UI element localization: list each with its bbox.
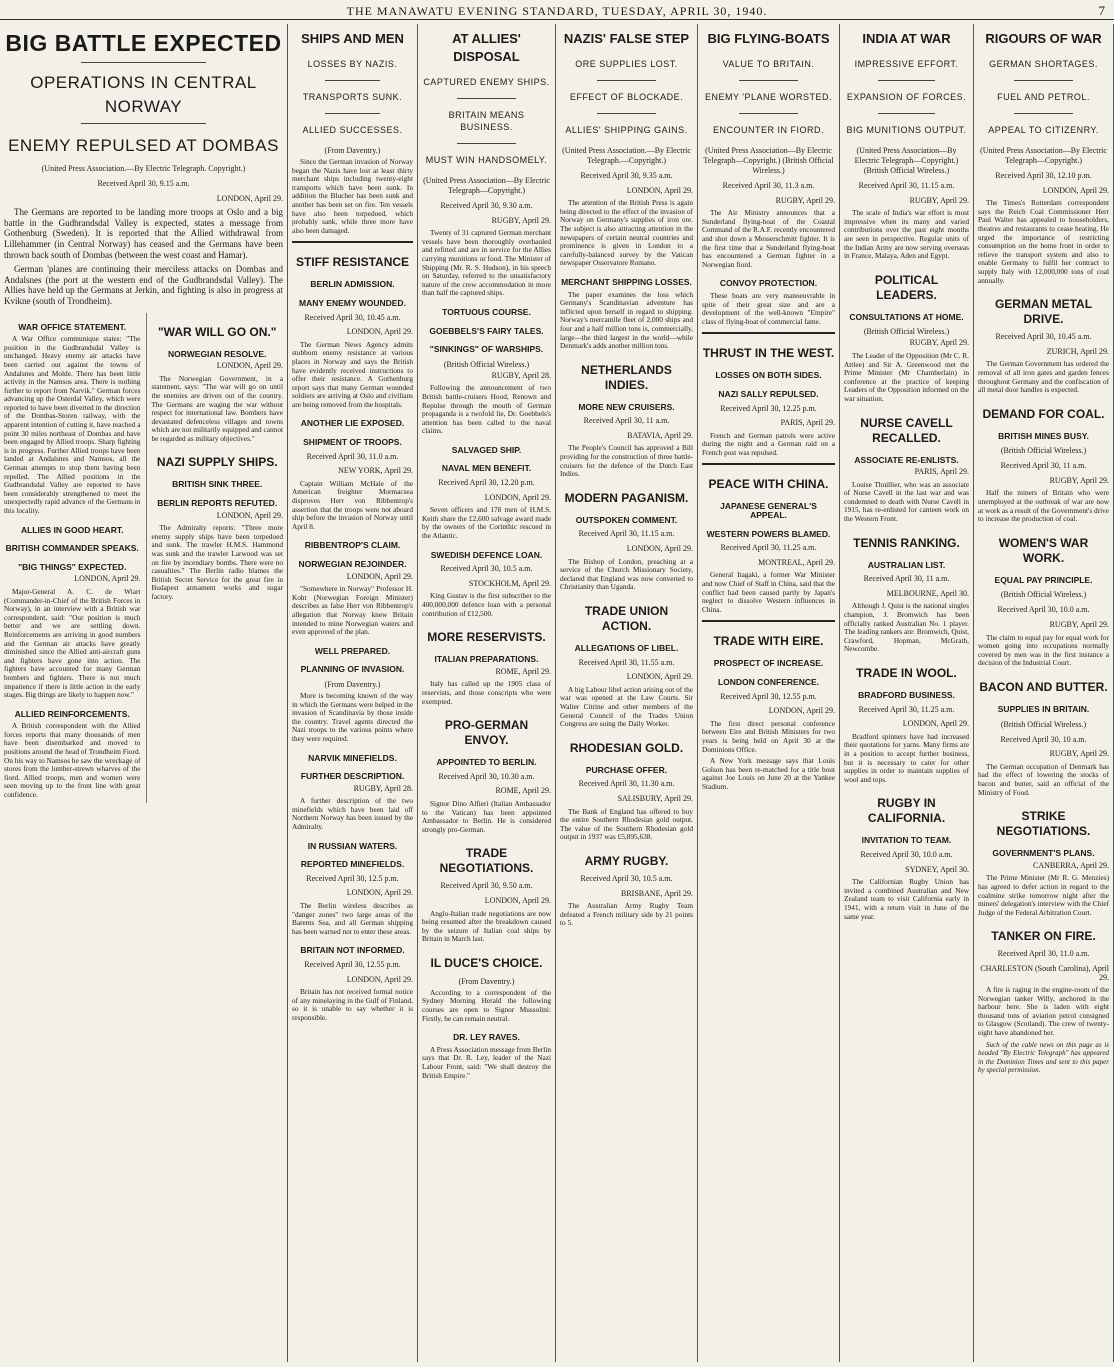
column-big-flying-boats: [698, 24, 840, 1362]
subhead: ITALIAN PREPARATIONS.: [434, 654, 539, 665]
deck: FUEL AND PETROL.: [997, 92, 1090, 102]
article-text: According to a correspondent of the Sydney Morning Herald the following courses are open to Signor Mussolini: Firstly, he can remain neutral.: [422, 987, 551, 1023]
divider: [325, 80, 379, 81]
subhead: SUPPLIES IN BRITAIN.: [997, 704, 1090, 714]
subhead: DR. LEY RAVES.: [453, 1032, 520, 1043]
received-line: Received April 30, 12.55 p.m.: [304, 960, 401, 969]
subhead: LONDON CONFERENCE.: [717, 677, 820, 687]
article-text: Seven officers and 178 men of H.M.S. Keith share the £2,600 salvage award made by the owners of the Corinthic rescued in the Atlantic.: [422, 505, 551, 541]
article-text: Major-General A. C. de Wiart (Commander-in-Chief of the British Forces in Norway), in an interview with a British war correspondent, said: "Our position is much better and we are settling down. Reinforcements are arriving in good numbers and the German air attacks have greatly diminished since the Allied anti-aircraft guns and fighters have gone into action. The fighters have accounted for many German bombers and fighters. There is not much impatience if there is little action in the early stages. Big things are likely to happen now.": [4, 586, 141, 700]
subhead: TENNIS RANKING.: [853, 535, 960, 550]
subhead: NORWEGIAN REJOINDER.: [298, 559, 407, 569]
article-text: The paper examines the loss which Germany's Scandinavian adventure has inflicted upon herself in regard to shipping. Norway's mercantile fleet of 2,000 ships and four and a half million tons is, commercially, large—the third largest in the world—while Denmark's adds another million tons.: [560, 289, 693, 351]
article-text: "Somewhere in Norway" Professor H. Koht (Norwegian Foreign Minister) describes as false Herr von Ribbentrop's allegation that Norway knew Britain intended to mine Norwegian waters and even approved of the plan.: [292, 584, 413, 637]
dateline: RUGBY, April 29.: [775, 195, 835, 205]
credit-line: (United Press Association—By Electric Telegraph—Copyright.): [980, 146, 1107, 165]
received-line: Received April 30, 9.15 a.m.: [97, 179, 190, 188]
deck: ORE SUPPLIES LOST.: [575, 59, 678, 69]
article-text: The Times's Rotterdam correspondent says the Reich Coal Commissioner Herr Paul Walter has appealed to householders, theatres and restaurants to cease heating. He urged the importance of restricting consumption on the home front in order to relieve the transport system and also to enable Germany to fulfil her contract to supply Italy with 12,000,000 tons of coal annually.: [978, 198, 1109, 285]
subhead: OUTSPOKEN COMMENT.: [575, 514, 678, 525]
dateline: CHARLESTON (South Carolina), April 29.: [980, 963, 1109, 982]
subhead: MORE RESERVISTS.: [427, 630, 546, 645]
subhead: DEMAND FOR COAL.: [982, 406, 1105, 421]
dateline: ZURICH, April 29.: [1046, 346, 1109, 356]
dateline: CANBERRA, April 29.: [1032, 860, 1109, 870]
article-text: A further description of the two minefields which have been laid off Northern Norway has been issued by the Admiralty.: [292, 796, 413, 832]
subhead: MORE NEW CRUISERS.: [578, 401, 675, 412]
received-line: Received April 30, 11 a.m.: [1000, 461, 1087, 471]
article-text: Louise Thuillier, who was an associate of Nurse Cavell in the last war and was condemned to death with Nurse Cavell in 1915, has re-enlisted for canteen work on the Western Front.: [844, 479, 969, 524]
dateline: MONTREAL, April 29.: [758, 557, 835, 567]
divider: [325, 113, 379, 114]
credit-line: (United Press Association.—By Electric Telegraph. Copyright.): [41, 164, 246, 173]
credit-line: (United Press Association—By Electric Telegraph—Copyright.): [423, 176, 550, 195]
deck: ALLIES' SHIPPING GAINS.: [565, 125, 688, 135]
dateline: BRISBANE, April 29.: [620, 888, 693, 898]
column-india-at-war: [840, 24, 974, 1362]
subhead: NAZI SUPPLY SHIPS.: [156, 455, 278, 470]
subhead: STRIKE NEGOTIATIONS.: [996, 809, 1091, 839]
article-text: A Press Association message from Berlin says that Dr. R. Ley, leader of the Nazi Labour Front, said: "We shall destroy the British Empire.": [422, 1044, 551, 1080]
subhead: CONSULTATIONS AT HOME.: [849, 311, 964, 322]
subhead: ALLEGATIONS OF LIBEL.: [574, 643, 679, 653]
subhead: THRUST IN THE WEST.: [702, 346, 835, 361]
received-line: Received April 30, 11.0 a.m.: [306, 451, 399, 461]
received-line: Received April 30, 11.3 a.m.: [722, 181, 815, 190]
deck-enemy-repulsed: ENEMY REPULSED AT DOMBAS: [8, 136, 279, 155]
article-text: The Californian Rugby Union has invited a combined Australian and New Zealand team to visit California early in 1941, with a return visit in June of the same year.: [844, 877, 969, 921]
article-text: Twenty of 31 captured German merchant vessels have been thoroughly overhauled and refitted and are in service for the Allies carrying munitions or food. The Minister of Shipping (Mr. R. S. Hudson), in his speech on Saturday, referred to the unsatisfactory nature of the crew accommodation in more than half the captured ships.: [422, 228, 551, 298]
divider: [457, 98, 515, 99]
divider: [702, 620, 835, 622]
divider: [457, 143, 515, 144]
received-line: Received April 30, 11.25 a.m.: [720, 543, 817, 553]
dateline: LONDON, April 29.: [902, 719, 969, 729]
received-line: Received April 30, 10 a.m.: [1000, 734, 1087, 744]
divider: [702, 463, 835, 465]
article-text: The Bishop of London, preaching at a service of the Church Missionary Society, declared that England was now converted to Christianity than Uganda.: [560, 556, 693, 592]
dateline: LONDON, April 29.: [626, 185, 693, 195]
headline-india-at-war: INDIA AT WAR: [862, 31, 951, 46]
subhead: STIFF RESISTANCE: [295, 255, 410, 270]
subhead: JAPANESE GENERAL'S APPEAL.: [720, 501, 817, 521]
dateline: ROME, April 29.: [495, 786, 551, 796]
article-text: The People's Council has approved a Bill providing for the construction of three battle-cruisers for the defence of the Dutch East Indies.: [560, 443, 693, 479]
article-text: The scale of India's war effort is most impressive when its many and varied contributions over the past eight months are seen in perspective. Regular units of the Indian Army are now serving overseas in France, Malaya, Aden and Egypt.: [844, 208, 969, 261]
article-text: Italy has called up the 1905 class of reservists, and those conscripts who were exempted.: [422, 679, 551, 706]
received-line: Received April 30, 11 a.m.: [583, 416, 670, 426]
subhead: PURCHASE OFFER.: [585, 764, 668, 775]
article-text: The German News Agency admits stubborn enemy resistance at various places in Norway and says the British have evidently received instructions to offer their resistance. A Gothenburg report says that many German wounded soldiers are arriving at Oslo and civilians are being removed from the hospitals.: [292, 339, 413, 409]
deck: MUST WIN HANDSOMELY.: [425, 155, 548, 165]
subhead: NORWEGIAN RESOLVE.: [168, 348, 267, 359]
article-text: The German Government has ordered the removal of all iron gates and garden fences throughout Germany and the confiscation of all metal door handles is expected.: [978, 359, 1109, 395]
dateline: LONDON, April 29.: [346, 571, 413, 581]
article-text: The German occupation of Denmark has had the effect of lowering the stocks of bacon and butter, said an official of the Ministry of Food.: [978, 761, 1109, 797]
received-line: Received April 30, 9.50 a.m.: [440, 881, 533, 891]
received-line: Received April 30, 11.0 a.m.: [997, 949, 1090, 959]
article-text: Although J. Quist is the national singles champion, J. Bromwich has been officially ranked Australian No. 1 player. The leading rankers are: Bromwich, Quist, Crawford, Hopman, McGrath, Newcombe.: [844, 601, 969, 654]
article-text: Britain has not received formal notice of any minelaying in the Gulf of Finland, so it is unable to say whether it is responsible.: [292, 987, 413, 1022]
received-line: Received April 30, 12.20 p.m.: [438, 478, 535, 488]
subhead: ARMY RUGBY.: [584, 853, 669, 868]
dateline: PARIS, April 29.: [780, 418, 835, 428]
subhead: TRADE IN WOOL.: [856, 666, 957, 680]
subhead: ALLIED REINFORCEMENTS.: [14, 708, 130, 719]
received-line: Received April 30, 10.5 a.m.: [580, 873, 673, 883]
credit-line: (United Press Association.—By Electric Telegraph.—Copyright.): [562, 146, 691, 165]
article-text: More is becoming known of the way in which the Germans were helped in the invasion of Scandinavia by those inside the country. Travel agents directed the Nazi troops to the various points where they were required.: [292, 690, 413, 743]
headline-ships-and-men: SHIPS AND MEN: [301, 31, 404, 46]
deck: GERMAN SHORTAGES.: [989, 59, 1098, 69]
dateline: RUGBY, April 29.: [909, 338, 969, 348]
received-line: Received April 30, 10.0 a.m.: [860, 849, 953, 859]
received-line: Received April 30, 12.5 p.m.: [306, 873, 399, 883]
article-text: The Australian Army Rugby Team defeated a French military side by 21 points to 5.: [560, 901, 693, 928]
subhead: SALVAGED SHIP.: [451, 444, 522, 455]
received-line: Received April 30, 11.55 a.m.: [578, 657, 675, 667]
subhead: TORTUOUS COURSE.: [442, 306, 531, 317]
divider: [1014, 80, 1073, 81]
article-text: A War Office communique states: "The position in the Gudbrandsdal Valley is unchanged. Heavy enemy air attacks have been carried out against the towns of Andalsnes and Molde. There has been little activity in the Namsos area. There is nothing further to report from Narvik." German forces advancing up the Osterdal Valley, which were reported to have been diverted in the direction of the Dombas-Storen railway, with the apparent intention of cutting it, have reached a point 30 miles northeast of Dombas and have been engaged by Allied troops. Sharp fighting is in progress. Further Allied troops have been landed at Andalsnes and Namsos, all the German attempts to stop them having been repelled. The Allied positions in the Gudbrandsdal Valley are reported to have been considerably strengthened to meet the unexpectedly rapid advance of the Germans in this locality.: [4, 334, 141, 515]
credit-line: (British Official Wireless.): [863, 327, 950, 337]
subhead: BERLIN REPORTS REFUTED.: [157, 498, 278, 509]
subhead: RHODESIAN GOLD.: [569, 740, 684, 755]
received-line: Received April 30, 10.45 a.m.: [304, 312, 401, 322]
masthead: [0, 0, 1114, 20]
deck: BIG MUNITIONS OUTPUT.: [846, 125, 967, 135]
credit-line: (British Official Wireless.): [1000, 446, 1087, 456]
subhead: "WAR WILL GO ON.": [157, 324, 277, 339]
article-text: The claim to equal pay for equal work for women going into occupations normally covered by men was in the first instance a decision of the Industrial Court.: [978, 632, 1109, 668]
dateline: ROME, April 29.: [495, 666, 551, 676]
dateline: SYDNEY, April 30.: [905, 864, 969, 874]
article-text: Captain William McHale of the American freighter Mormacsea disproves Herr von Ribbentrop's assertion that the troops were not aboard ship before the invasion of Norway until April 8.: [292, 478, 413, 531]
received-line: Received April 30, 11 a.m.: [863, 574, 950, 584]
credit-line: (United Press Association—By Electric Telegraph—Copyright.) (British Official Wireless.): [854, 146, 959, 175]
subhead: INVITATION TO TEAM.: [861, 835, 952, 846]
subhead: BRITISH COMMANDER SPEAKS.: [5, 543, 139, 554]
received-line: Received April 30, 11.15 a.m.: [858, 181, 955, 190]
article-text: General Itagaki, a former War Minister and now Chief of Staff in China, said that the conflict had been caused partly by Japan's neglect to dissolve Western influences in China.: [702, 570, 835, 614]
received-line: Received April 30, 11.15 a.m.: [578, 529, 675, 539]
subhead: TRADE WITH EIRE.: [713, 634, 824, 649]
subhead: BERLIN ADMISSION.: [310, 279, 395, 290]
subhead: BRADFORD BUSINESS.: [858, 690, 955, 700]
dateline: MELBOURNE, April 30.: [886, 588, 969, 598]
subhead: WAR OFFICE STATEMENT.: [18, 321, 127, 332]
dateline: RUGBY, April 28.: [353, 783, 413, 793]
dateline: NEW YORK, April 29.: [338, 466, 413, 476]
article-text: Bradford spinners have had increased their quotations for yarns. Many firms are in a position to accept further business, but it is necessary to cater for other supplies in order to maintain supplies of wool and tops.: [844, 731, 969, 784]
subhead: BRITISH MINES BUSY.: [998, 430, 1089, 441]
subhead: WESTERN POWERS BLAMED.: [706, 528, 831, 539]
dateline: RUGBY, April 29.: [909, 195, 969, 205]
dateline: LONDON, April 29.: [216, 361, 283, 371]
deck: TRANSPORTS SUNK.: [302, 92, 403, 102]
received-line: Received April 30, 9.30 a.m.: [440, 201, 533, 210]
dateline: PARIS, April 29.: [914, 467, 969, 477]
credit-line: (British Official Wireless.): [1000, 719, 1087, 729]
article-text: The attention of the British Press is again being directed to the effect of the invasion of Norway on Germany's supplies of iron ore. The subject is also attracting attention in the newspapers of certain neutral countries and prominence is given in London to a carefully-balanced survey by the Vatican newspaper Osservatore Romano.: [560, 198, 693, 268]
subhead: MANY ENEMY WOUNDED.: [299, 297, 406, 308]
subhead: IN RUSSIAN WATERS.: [307, 840, 398, 851]
dateline: RUGBY, April 29.: [491, 215, 551, 225]
divider: [739, 113, 799, 114]
subhead: LOSSES ON BOTH SIDES.: [715, 370, 822, 381]
subhead: SWEDISH DEFENCE LOAN.: [430, 549, 543, 560]
credit-line: (From Daventry.): [324, 679, 381, 689]
deck: BRITAIN MEANS BUSINESS.: [448, 110, 525, 132]
subhead: AUSTRALIAN LIST.: [867, 559, 946, 570]
column-ships-and-men: [288, 24, 418, 1362]
subhead: SHIPMENT OF TROOPS.: [303, 437, 402, 448]
article-text: The Bank of England has offered to buy the entire Southern Rhodesian gold output. The value of the Southern Rhodesian gold output in 1937 was £5,895,638.: [560, 806, 693, 842]
subhead: TRADE NEGOTIATIONS.: [439, 846, 534, 876]
deck: CAPTURED ENEMY SHIPS.: [423, 77, 550, 87]
dateline: LONDON, April 29.: [216, 193, 283, 203]
deck: EXPANSION OF FORCES.: [846, 92, 967, 102]
subhead: WOMEN'S WAR WORK.: [998, 535, 1089, 565]
subhead: WELL PREPARED.: [314, 645, 391, 656]
divider: [878, 80, 934, 81]
subhead: PROSPECT OF INCREASE.: [713, 658, 824, 669]
subhead: PEACE WITH CHINA.: [708, 477, 829, 492]
received-line: Received April 30, 11.25 a.m.: [858, 704, 955, 714]
divider: [739, 80, 799, 81]
lead-paragraph: German 'planes are continuing their merciless attacks on Dombas and Andalsnes (the port at the western end of the Gudbrandsdal Valley). The Allies have held up the Germans at Jerkin, and fighting is also in progress at Kvikne (south of Trondheim).: [4, 264, 283, 306]
subhead: TANKER ON FIRE.: [991, 929, 1096, 944]
subhead: ASSOCIATE RE-ENLISTS.: [854, 454, 959, 465]
article-text: Following the announcement of two British battle-cruisers Hood, Renown and Repulse through the mouth of German propaganda is a twofold lie, Dr. Goebbels's attention has been called to the naval claims.: [422, 383, 551, 436]
subhead: RUGBY IN CALIFORNIA.: [867, 796, 946, 826]
headline-rigours-of-war: RIGOURS OF WAR: [985, 31, 1102, 46]
subhead: NAVAL MEN BENEFIT.: [441, 463, 532, 474]
divider: [597, 113, 657, 114]
dateline: LONDON, April 29.: [484, 492, 551, 502]
subhead: FURTHER DESCRIPTION.: [300, 771, 405, 782]
article-text: The Prime Minister (Mr R. G. Menzies) has agreed to defer action in regard to the coalmine strike tomorrow night after the miners' delegation's interview with the Chief Judge of the Federal Arbitration Court.: [978, 873, 1109, 917]
dateline: LONDON, April 29.: [346, 974, 413, 984]
lead-paragraph: The Germans are reported to be landing more troops at Oslo and a big battle in the Gudbrandsdal Valley is expected, states a message from Gothenburg (Sweden). It is reported that the Allied withdrawal from Lillehammer (in Central Norway) has ceased and the Germans have been thrown back south of Dombas (between the west coast and Hamar).: [4, 207, 283, 260]
subhead: "BIG THINGS" EXPECTED.: [18, 561, 127, 572]
divider: [81, 62, 207, 63]
subhead: TRADE UNION ACTION.: [584, 604, 669, 633]
article-text: These boats are very manoeuvrable in spite of their great size and are a development of the well-known "Empire" class of flying-boat of commercial fame.: [702, 290, 835, 326]
dateline: LONDON, April 29.: [626, 672, 693, 682]
subhead: GOVERNMENT'S PLANS.: [992, 848, 1095, 859]
deck: ALLIED SUCCESSES.: [302, 125, 403, 135]
credit-line: (From Daventry.): [324, 146, 381, 155]
article-text: Half the miners of Britain who were unemployed at the outbreak of war are now at work as a result of the Government's drive to increase the production of coal.: [978, 488, 1109, 524]
credit-line: (United Press Association—By Electric Telegraph—Copyright.) (British Official Wireless.): [703, 146, 834, 175]
deck: ENCOUNTER IN FIORD.: [712, 125, 824, 135]
dateline: LONDON, April 29.: [346, 888, 413, 898]
credit-line: (From Daventry.): [458, 976, 515, 986]
credit-line: (British Official Wireless.): [1000, 590, 1087, 600]
received-line: Received April 30, 10.0 a.m.: [997, 605, 1090, 615]
subhead: NETHERLANDS INDIES.: [581, 362, 672, 392]
dateline: RUGBY, April 28.: [491, 370, 551, 380]
column-at-allies-disposal: [418, 24, 556, 1362]
subhead: BRITISH SINK THREE.: [172, 479, 263, 490]
credit-line: (British Official Wireless.): [443, 359, 530, 369]
page-number: 7: [1098, 3, 1106, 18]
deck: LOSSES BY NAZIS.: [307, 59, 398, 69]
deck: APPEAL TO CITIZENRY.: [988, 125, 1099, 135]
article-text: The Berlin wireless describes as "danger zones" two large areas of the Barents Sea, and all German shipping has been warned not to enter these areas.: [292, 901, 413, 936]
subhead: IL DUCE'S CHOICE.: [430, 955, 543, 970]
footer-note: Such of the cable news on this page as is headed "By Electric Telegraph" has appeared in the Dominion Times and sent to this paper by special permission.: [978, 1040, 1109, 1075]
deck: EFFECT OF BLOCKADE.: [569, 92, 684, 102]
dateline: LONDON, April 29.: [216, 510, 283, 520]
deck: VALUE TO BRITAIN.: [722, 59, 815, 69]
subhead: NARVIK MINEFIELDS.: [308, 752, 397, 763]
subhead: PRO-GERMAN ENVOY.: [444, 718, 529, 748]
received-line: Received April 30, 11.30 a.m.: [578, 779, 675, 789]
subhead: CONVOY PROTECTION.: [719, 278, 818, 289]
received-line: Received April 30, 12.55 p.m.: [720, 691, 817, 701]
subhead: NURSE CAVELL RECALLED.: [860, 415, 953, 445]
received-line: Received April 30, 9.35 a.m.: [580, 171, 673, 180]
dateline: RUGBY, April 29.: [1049, 620, 1109, 630]
subhead: BACON AND BUTTER.: [979, 680, 1108, 694]
article-text: Since the German invasion of Norway began the Nazis have lost at least thirty merchant ships including twenty-eight transports which have been sunk. In addition the Blucher has been sunk and another has been set on fire. Ten vessels have also been torpedoed, which probably sank, while three more have also been damaged.: [292, 157, 413, 235]
subhead: "SINKINGS" OF WARSHIPS.: [429, 344, 544, 355]
headline-at-allies-disposal: AT ALLIES' DISPOSAL: [452, 31, 521, 64]
subhead: ANOTHER LIE EXPOSED.: [300, 418, 405, 429]
dateline: LONDON, April 29.: [768, 706, 835, 716]
article-text: A fire is raging in the engine-room of the Norwegian tanker Willy, anchored in the harbour here. She is laden with eight thousand tons of aviation petrol consigned to Glasgow (Scotland). The crew of twenty-eight have abandoned her.: [978, 985, 1109, 1038]
subhead: PLANNING OF INVASION.: [300, 664, 405, 675]
divider: [878, 113, 934, 114]
divider: [81, 123, 207, 124]
deck-operations: OPERATIONS IN CENTRAL NORWAY: [30, 73, 257, 116]
article-text: A big Labour libel action arising out of the war was opened at the Law Courts. Sir Walter Citrine and other members of the General Council of the Trades Union Congress are suing the Daily Worker.: [560, 684, 693, 729]
article-text: A British correspondent with the Allied forces reports that many thousands of men have been disembarked and moved to positions around the head of Trondheim Fiord. On his way to Namsos he saw the wreckage of stores from the lumber-strewn wharves of the fiord. Allied troops, men and women were seen moving up to the front line with great confidence.: [4, 721, 141, 800]
subhead: ALLIES IN GOOD HEART.: [20, 524, 124, 535]
subhead: POLITICAL LEADERS.: [874, 272, 939, 302]
dateline: LONDON, April 29.: [346, 327, 413, 337]
dateline: LONDON, April 29.: [626, 544, 693, 554]
deck: IMPRESSIVE EFFORT.: [854, 59, 959, 69]
article-text: King Gustav is the first subscriber to the 400,000,000 defence loan with a personal contribution of £12,500.: [422, 591, 551, 618]
article-text: The Norwegian Government, in a statement, says: "The war will go on until the enemies are driven out of the country. The Germans are waging the war without respect for international law. Bombers have devastated defenceless villages and towns which are not militarily equipped and cannot be regarded as military objectives.": [151, 373, 283, 443]
dateline: LONDON, April 29.: [484, 895, 551, 905]
dateline: LONDON, April 29.: [74, 574, 141, 584]
headline-nazis-false-step: NAZIS' FALSE STEP: [563, 31, 690, 46]
dateline: LONDON, April 29.: [1042, 185, 1109, 195]
headline-big-flying-boats: BIG FLYING-BOATS: [707, 31, 830, 46]
column-big-battle: [0, 24, 288, 1362]
dateline: RUGBY, April 29.: [1049, 475, 1109, 485]
article-text: The Air Ministry announces that a Sunderland flying-boat of the Coastal Command of the R.A.F. recently encountered and shot down a Messerschmitt fighter. It is the first time that a Sunderland flying-boat has encountered a German fighter in a Norwegian fiord.: [702, 208, 835, 269]
subhead: REPORTED MINEFIELDS.: [300, 859, 405, 870]
subhead: MODERN PAGANISM.: [564, 490, 689, 505]
dateline: BATAVIA, April 29.: [627, 430, 693, 440]
subhead: MERCHANT SHIPPING LOSSES.: [561, 276, 692, 287]
subhead: EQUAL PAY PRINCIPLE.: [994, 574, 1093, 585]
subhead: NAZI SALLY REPULSED.: [718, 388, 819, 399]
article-text: The first direct personal conference between Eire and British Ministers for two years is being held on April 30 at the Dominions Office.: [702, 718, 835, 754]
masthead-title: THE MANAWATU EVENING STANDARD, TUESDAY, APRIL 30, 1940.: [346, 4, 768, 18]
received-line: Received April 30, 10.45 a.m.: [995, 332, 1092, 342]
article-text: The Admiralty reports: "Three more enemy supply ships have been torpedoed and sunk. The trawler H.M.S. Hammond was sunk and the trawler Larwood was set on fire by incendiary bombs. There were no casualties." The Berlin radio blames the British Secret Service for the great fire in Budapest armament works and sugar factory.: [151, 523, 283, 601]
received-line: Received April 30, 10.30 a.m.: [438, 771, 535, 781]
received-line: Received April 30, 12.10 p.m.: [995, 171, 1092, 180]
article-text: The Leader of the Opposition (Mr C. R. Attlee) and Sir A. Greenwood met the Prime Minister (Mr Chamberlain) in conference at the practice of keeping Leaders of the Opposition informed on the war situation.: [844, 350, 969, 403]
received-line: Received April 30, 10.5 a.m.: [440, 564, 533, 574]
subhead: GERMAN METAL DRIVE.: [994, 297, 1093, 327]
article-text: Anglo-Italian trade negotiations are now being resumed after the breakdown caused by the seizure of Italian coal ships by Britain in March last.: [422, 908, 551, 944]
subhead: GOEBBELS'S FAIRY TALES.: [429, 325, 544, 336]
article-text: A New York message says that Louis Golson has been re-matched for a title bout against Joe Louis on June 20 at the Yankee Stadium.: [702, 756, 835, 791]
dateline: STOCKHOLM, April 29.: [468, 578, 551, 588]
divider: [292, 241, 413, 243]
deck: ENEMY 'PLANE WORSTED.: [704, 92, 833, 102]
headline-big-battle: BIG BATTLE EXPECTED: [5, 30, 282, 56]
divider: [1014, 113, 1073, 114]
divider: [702, 332, 835, 334]
received-line: Received April 30, 12.25 p.m.: [720, 403, 817, 413]
dateline: RUGBY, April 29.: [1049, 749, 1109, 759]
dateline: SALISBURY, April 29.: [617, 793, 693, 803]
article-text: French and German patrols were active during the night and a German raid on a French post was repulsed.: [702, 430, 835, 457]
subhead: RIBBENTROP'S CLAIM.: [304, 540, 401, 551]
subhead: APPOINTED TO BERLIN.: [436, 757, 537, 768]
column-rigours-of-war: [974, 24, 1114, 1362]
subhead: BRITAIN NOT INFORMED.: [300, 945, 405, 956]
column-nazis-false-step: [556, 24, 698, 1362]
article-text: Signor Dino Alfieri (Italian Ambassador to the Vatican) has been appointed Ambassador to Berlin. He is considered strongly pro-German.: [422, 798, 551, 834]
divider: [597, 80, 657, 81]
